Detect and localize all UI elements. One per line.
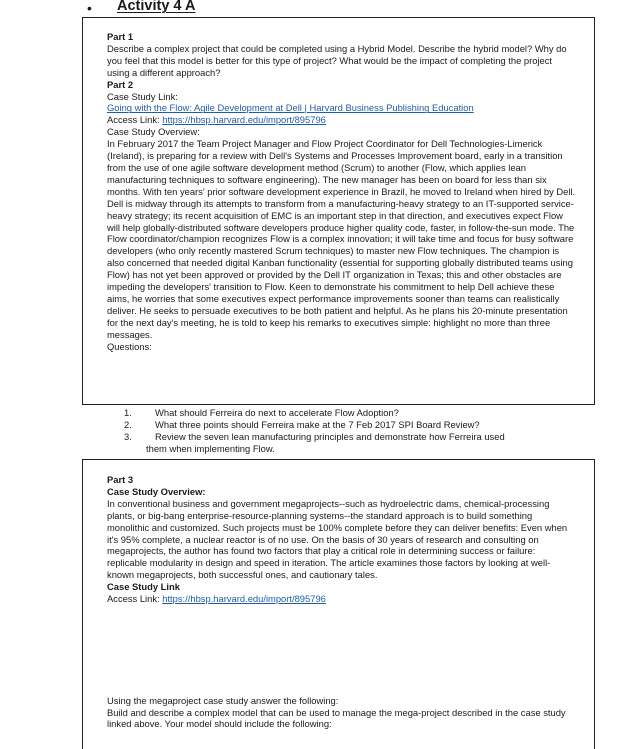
part3-overview-text: In conventional business and government megaprojects--such as hydroelectric dams, chemical-processing plants, or big-bang enterprise-resource-planning systems--the standard approach is to build something monolithic and customized. Such projects must be 100% complete before they can deliver benefits: Even when it's 95% complete, a nuclear reactor is of no use. On the basis of 30 years of research and consulting on megaprojects, the author has found two factors that play a critical role in determining success or failure: replicable modularity in design and speed in iteration. The article examines those factors by looking at well-known megaprojects, both successful ones, and cautionary tales. (107, 497, 568, 581)
list-item (124, 419, 564, 431)
access-link-url[interactable]: https://hbsp.harvard.edu/import/895796 (162, 114, 326, 126)
question-text: What should Ferreira do next to accelerate Flow Adoption? (155, 407, 399, 418)
access-link-row (107, 114, 577, 126)
part1-text: Describe a complex project that could be completed using a Hybrid Model. Describe the hybrid model? Why do you feel that this model is better for this type of project? What would be the impact of completing the project using a different approach? (107, 42, 567, 78)
questions-label: Questions: (107, 340, 152, 352)
part3-access-label: Access Link: (107, 593, 163, 605)
part3-content (107, 474, 577, 605)
part3-access-url[interactable]: https://hbsp.harvard.edu/import/895796 (162, 593, 326, 605)
case-link-label: Case Study Link: (107, 90, 178, 102)
question-text: What three points should Ferreira make at the 7 Feb 2017 SPI Board Review? (155, 418, 480, 430)
part3-access-row (107, 593, 577, 605)
part3-instructions (107, 695, 582, 730)
part3-heading: Part 3 (107, 474, 134, 485)
case-study-link[interactable]: Going with the Flow: Agile Development at Dell | Harvard Business Publishing Education (107, 102, 474, 114)
access-link-label: Access Link: (107, 114, 163, 126)
list-item (124, 407, 564, 419)
question-continuation: them when implementing Flow. (146, 442, 275, 454)
activity-heading: Activity 4 A (117, 0, 196, 14)
part3-overview-label: Case Study Overview: (107, 485, 206, 497)
build-text: Build and describe a complex model that can be used to manage the mega-project described in the case study linked above. Your model should include the following: (107, 706, 566, 729)
overview-label: Case Study Overview: (107, 126, 200, 138)
using-text: Using the megaproject case study answer the following: (107, 695, 339, 706)
part1-heading: Part 1 (107, 31, 134, 42)
part1-2-content (107, 31, 577, 352)
part3-link-heading: Case Study Link (107, 581, 180, 593)
list-item (124, 431, 564, 443)
question-number: 3. (124, 430, 132, 442)
part2-heading: Part 2 (107, 78, 134, 90)
question-number: 1. (124, 407, 132, 418)
list-bullet: • (87, 0, 92, 16)
question-text: Review the seven lean manufacturing principles and demonstrate how Ferreira used (155, 430, 505, 442)
question-number: 2. (124, 418, 132, 430)
overview-text: In February 2017 the Team Project Manager and Flow Project Coordinator for Dell Technologies-Limerick (Ireland), is preparing for a review with Dell's Systems and Processes Improvement board, early in a transition from the use of one agile software development method (Scrum) to another (Flow, which applies lean manufacturing techniques to software engineering). The new manager has been on board for less than six months. With ten years' prior software development experience in Brazil, he moved to Ireland when hired by Dell. Dell is midway through its attempts to transform from a manufacturing-heavy strategy to an IT-supported service-heavy strategy; its recent acquisition of EMC is an important step in that direction, and executives expect Flow will help globally-distributed software developers produce higher quality code, faster, in follow-the-sun mode. The Flow coordinator/champion recognizes Flow is a complex innovation; it will take time and focus for busy software developers (who only recently mastered Scrum techniques) to master new Flow techniques. The champion is also concerned that needed digital Kanban functionality (essential for supporting globally distributed teams using Flow) has not yet been approved or provided by the Dell IT organization in Texas; this and other obstacles are impeding the developers' transition to Flow. Keen to demonstrate his commitment to help Dell achieve these aims, he worries that some executives expect performance improvements sooner than teams can realistically deliver. He seeks to persuade executives to be both patient and helpful. As he plans his 20-minute presentation for the next day's meeting, he is told to keep his remarks to executives simple: highlight no more than three messages. (107, 138, 576, 340)
questions-list (124, 407, 564, 455)
